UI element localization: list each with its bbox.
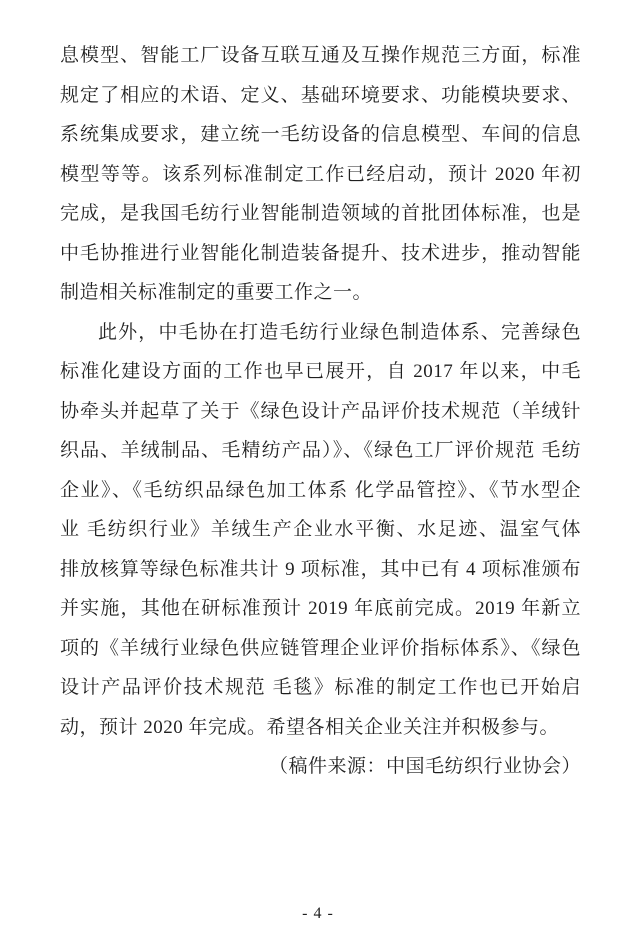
text-line: 并实施，其他在研标准预计 2019 年底前完成。2019 年新立: [60, 598, 581, 619]
text-line: 规定了相应的术语、定义、基础环境要求、功能模块要求、: [60, 84, 581, 106]
text-line: 中毛协推进行业智能化制造装备提升、技术进步，推动智能: [60, 242, 581, 264]
source-attribution-line: （稿件来源：中国毛纺织行业协会）: [268, 756, 581, 777]
text-line-paragraph-end: 制造相关标准制定的重要工作之一。: [60, 282, 373, 303]
page-number: - 4 -: [302, 905, 334, 922]
text-line: 排放核算等绿色标准共计 9 项标准，其中已有 4 项标准颁布: [60, 558, 581, 580]
text-line: 息模型、智能工厂设备互联互通及互操作规范三方面，标准: [60, 45, 581, 66]
text-line: 模型等等。该系列标准制定工作已经启动，预计 2020 年初: [60, 163, 581, 185]
text-line: 项的《羊绒行业绿色供应链管理企业评价指标体系》、《绿色: [60, 637, 581, 659]
text-line: 协牵头并起草了关于《绿色设计产品评价技术规范（羊绒针: [60, 400, 581, 422]
text-line: 织品、羊绒制品、毛精纺产品）》、《绿色工厂评价规范 毛纺: [60, 440, 581, 461]
text-line: 完成，是我国毛纺行业智能制造领域的首批团体标准，也是: [60, 203, 581, 224]
text-line-paragraph-start: 此外，中毛协在打造毛纺行业绿色制造体系、完善绿色: [98, 321, 581, 343]
text-line: 业 毛纺织行业》羊绒生产企业水平衡、水足迹、温室气体: [60, 519, 581, 540]
text-line: 企业》、《毛纺织品绿色加工体系 化学品管控》、《节水型企: [60, 479, 581, 501]
text-line: 标准化建设方面的工作也早已展开，自 2017 年以来，中毛: [60, 361, 581, 382]
text-block: [60, 36, 581, 787]
text-line: 系统集成要求，建立统一毛纺设备的信息模型、车间的信息: [60, 124, 581, 145]
text-line-paragraph-end: 动，预计 2020 年完成。希望各相关企业关注并积极参与。: [60, 716, 560, 738]
text-line: 设计产品评价技术规范 毛毯》标准的制定工作也已开始启: [60, 677, 581, 698]
